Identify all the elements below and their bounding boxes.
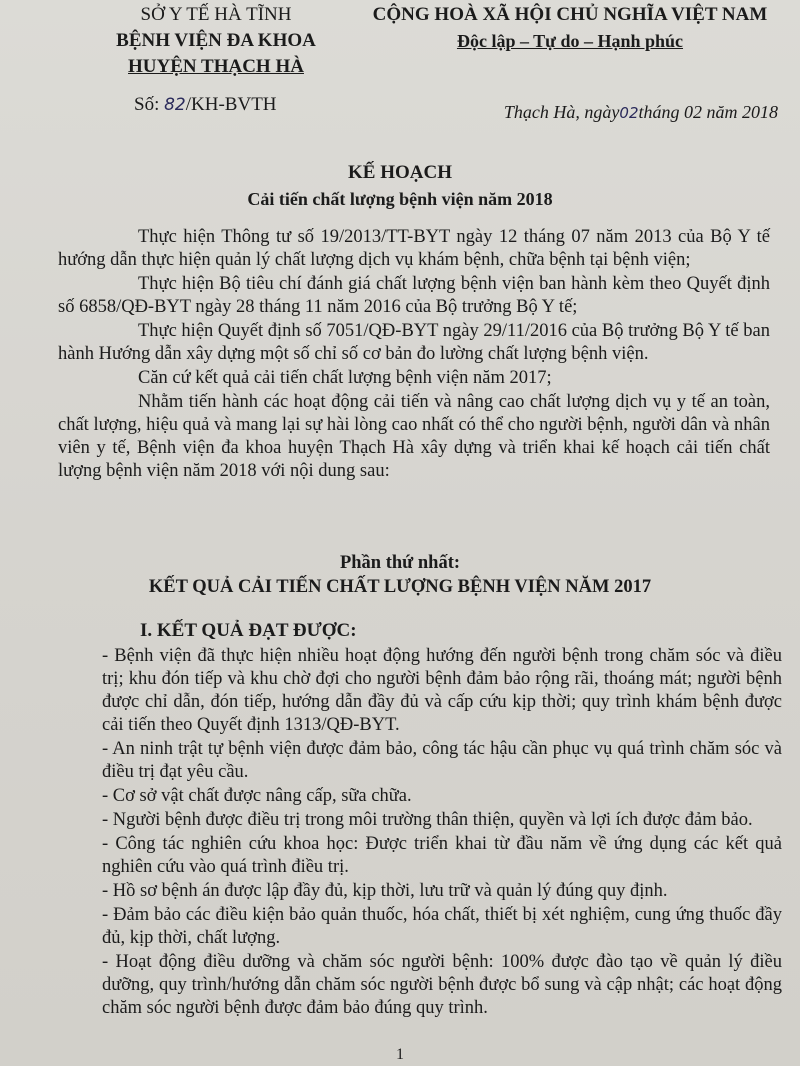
result-item: - Hoạt động điều dưỡng và chăm sóc người bệnh: 100% được đào tạo về quản lý điều dưỡng, quy trình/hướng dẫn chăm sóc người bệnh được bổ sung và cập nhật; các hoạt động chăm sóc người bệnh được đảm bảo đúng quy trình. [102, 952, 782, 1018]
issuer-district: HUYỆN THẠCH HÀ [128, 56, 304, 77]
intro-paragraph: Thực hiện Bộ tiêu chí đánh giá chất lượng bệnh viện ban hành kèm theo Quyết định số 6858/QĐ-BYT ngày 28 tháng 11 năm 2016 của Bộ trưởng Bộ Y tế; [58, 274, 770, 317]
place-date-suffix: tháng 02 năm 2018 [638, 102, 778, 122]
result-item: - Người bệnh được điều trị trong môi trường thân thiện, quyền và lợi ích được đảm bảo. [102, 810, 753, 830]
page-number: 1 [396, 1046, 404, 1063]
intro-paragraph: Căn cứ kết quả cải tiến chất lượng bệnh viện năm 2017; [138, 368, 552, 388]
result-item: - Công tác nghiên cứu khoa học: Được triển khai từ đầu năm về ứng dụng các kết quả nghiên cứu vào quá trình điều trị. [102, 834, 782, 877]
intro-section [58, 226, 770, 484]
part-title: KẾT QUẢ CẢI TIẾN CHẤT LƯỢNG BỆNH VIỆN NĂM 2017 [148, 577, 652, 597]
country-name: CỘNG HOÀ XÃ HỘI CHỦ NGHĨA VIỆT NAM [372, 4, 768, 25]
document-number [134, 94, 277, 116]
place-and-date [504, 102, 778, 123]
national-motto: Độc lập – Tự do – Hạnh phúc [456, 31, 684, 51]
results-list [102, 645, 782, 1021]
document-title [0, 160, 800, 212]
title-subject: Cải tiến chất lượng bệnh viện năm 2018 [247, 189, 553, 209]
result-item: - Cơ sở vật chất được nâng cấp, sữa chữa. [102, 786, 412, 806]
title-main: KẾ HOẠCH [348, 162, 452, 183]
place-date-prefix: Thạch Hà, ngày [503, 102, 620, 122]
issuer-department: SỞ Y TẾ HÀ TĨNH [140, 4, 292, 25]
issuer-hospital: BỆNH VIỆN ĐA KHOA [116, 30, 316, 51]
result-item: - Bệnh viện đã thực hiện nhiều hoạt động hướng đến người bệnh trong chăm sóc và điều trị; khu đón tiếp và khu chờ đợi cho người bệnh đảm bảo rộng rãi, thoáng mát; người bệnh được chỉ dẫn, đón tiếp, hướng dẫn đầy đủ và cấp cứu kịp thời; quy trình khám bệnh được cải tiến theo Quyết định 1313/QĐ-BYT. [102, 646, 782, 735]
intro-paragraph: Thực hiện Quyết định số 7051/QĐ-BYT ngày 29/11/2016 của Bộ trưởng Bộ Y tế ban hành Hướng dẫn xây dựng một số chỉ số cơ bản đo lường chất lượng bệnh viện. [58, 321, 770, 364]
result-item: - Đảm bảo các điều kiện bảo quản thuốc, hóa chất, thiết bị xét nghiệm, cung ứng thuốc đầy đủ, kịp thời, chất lượng. [102, 905, 782, 948]
document-number-suffix: /KH-BVTH [185, 94, 277, 115]
part-label: Phần thứ nhất: [339, 553, 461, 573]
issuer-block [86, 2, 346, 80]
document-number-handwritten: 82 [164, 95, 186, 115]
result-item: - An ninh trật tự bệnh viện được đảm bảo, công tác hậu cần phục vụ quá trình chăm sóc và điều trị đạt yêu cầu. [102, 739, 782, 782]
national-heading [350, 2, 790, 54]
document-number-prefix: Số: [134, 94, 160, 115]
section-heading: I. KẾT QUẢ ĐẠT ĐƯỢC: [140, 620, 357, 641]
intro-paragraph: Thực hiện Thông tư số 19/2013/TT-BYT ngày 12 tháng 07 năm 2013 của Bộ Y tế hướng dẫn thực hiện quản lý chất lượng dịch vụ khám bệnh, chữa bệnh tại bệnh viện; [58, 227, 770, 270]
result-item: - Hồ sơ bệnh án được lập đầy đủ, kịp thời, lưu trữ và quản lý đúng quy định. [102, 881, 668, 901]
place-date-day: 02 [619, 104, 639, 122]
intro-paragraph: Nhằm tiến hành các hoạt động cải tiến và nâng cao chất lượng dịch vụ y tế an toàn, chất lượng, hiệu quả và mang lại sự hài lòng cao nhất có thể cho người bệnh, người dân và nhân viên y tế, Bệnh viện đa khoa huyện Thạch Hà xây dựng và triển khai kế hoạch cải tiến chất lượng bệnh viện năm 2018 với nội dung sau: [58, 392, 770, 481]
